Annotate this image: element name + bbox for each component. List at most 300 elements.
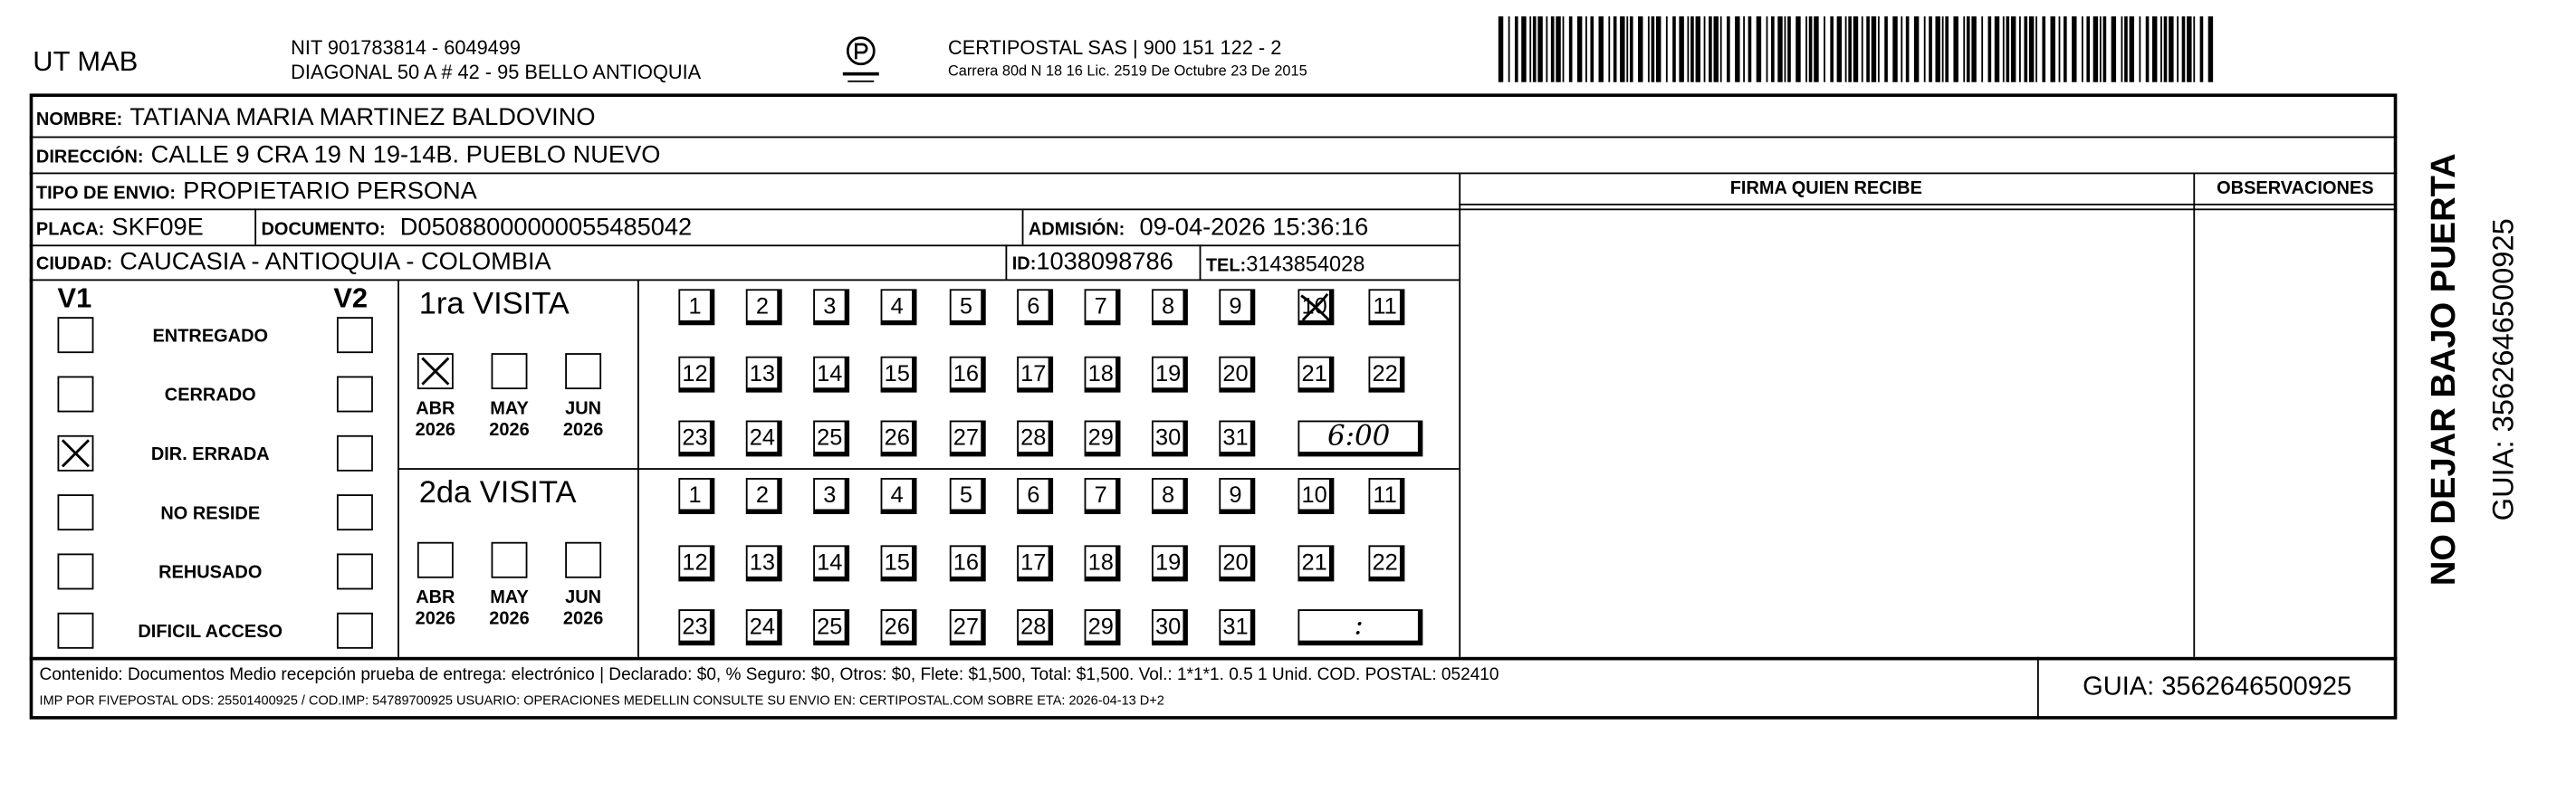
day-box[interactable] bbox=[1368, 545, 1404, 581]
placa-value: SKF09E bbox=[111, 213, 204, 242]
status-label: DIFICIL ACCESO bbox=[138, 622, 283, 643]
month-name: ABR bbox=[416, 587, 455, 608]
day-number: 2 bbox=[755, 481, 769, 508]
divider bbox=[254, 208, 256, 244]
day-box[interactable] bbox=[813, 421, 849, 457]
day-box[interactable] bbox=[950, 421, 986, 457]
day-number: 13 bbox=[749, 549, 776, 576]
barcode-bar bbox=[1848, 16, 1852, 82]
day-number: 3 bbox=[823, 291, 837, 320]
day-box[interactable] bbox=[678, 545, 714, 581]
day-box[interactable] bbox=[1298, 289, 1334, 325]
day-number: 3 bbox=[823, 481, 837, 508]
day-box[interactable] bbox=[1152, 421, 1188, 457]
day-box[interactable] bbox=[678, 478, 714, 514]
v2-checkbox[interactable] bbox=[337, 435, 373, 472]
day-number: 21 bbox=[1301, 549, 1327, 576]
barcode-bar bbox=[2182, 16, 2186, 82]
day-number: 1 bbox=[688, 291, 702, 320]
barcode-bar bbox=[2169, 16, 2173, 82]
barcode-bar bbox=[1748, 16, 1752, 82]
day-box[interactable] bbox=[881, 609, 917, 645]
day-box[interactable] bbox=[1152, 478, 1188, 514]
barcode-bar bbox=[1590, 16, 1594, 82]
id-field bbox=[1012, 248, 1173, 278]
barcode-bar bbox=[2093, 16, 2098, 82]
barcode-bar bbox=[2006, 16, 2010, 82]
day-number: 22 bbox=[1372, 359, 1398, 386]
barcode-bar bbox=[1995, 16, 1999, 82]
barcode-bar bbox=[1521, 16, 1526, 82]
barcode-bar bbox=[1537, 16, 1542, 82]
barcode-bar bbox=[1837, 16, 1842, 82]
barcode-bar bbox=[1630, 16, 1633, 82]
barcode-bar bbox=[1599, 16, 1604, 82]
day-number: 27 bbox=[953, 612, 980, 639]
barcode-bar bbox=[1796, 16, 1800, 82]
day-number: 21 bbox=[1301, 359, 1327, 386]
barcode-bar bbox=[2050, 16, 2054, 82]
day-number: 13 bbox=[749, 359, 776, 386]
barcode-bar bbox=[2164, 16, 2168, 82]
day-box[interactable] bbox=[1017, 545, 1053, 581]
day-box[interactable] bbox=[1017, 357, 1053, 393]
day-number: 19 bbox=[1154, 359, 1182, 386]
day-number: 7 bbox=[1094, 291, 1107, 320]
day-box[interactable] bbox=[813, 289, 849, 325]
day-number: 31 bbox=[1222, 612, 1249, 639]
barcode-bar bbox=[1648, 16, 1650, 82]
barcode-bar bbox=[1963, 16, 1965, 82]
day-number: 6 bbox=[1027, 291, 1040, 320]
day-box[interactable] bbox=[881, 357, 917, 393]
day-box[interactable] bbox=[1219, 478, 1255, 514]
day-number: 22 bbox=[1372, 549, 1398, 576]
month-year: 2026 bbox=[562, 420, 604, 441]
barcode-bar bbox=[2019, 16, 2021, 82]
barcode-bar bbox=[1884, 16, 1888, 82]
month-year: 2026 bbox=[562, 609, 604, 629]
day-box[interactable] bbox=[1085, 478, 1121, 514]
barcode-bar bbox=[2086, 16, 2090, 82]
day-box[interactable] bbox=[813, 609, 849, 645]
day-box[interactable] bbox=[1152, 545, 1188, 581]
month-year: 2026 bbox=[489, 609, 530, 629]
tel-field bbox=[1206, 252, 1365, 276]
day-box[interactable] bbox=[950, 609, 986, 645]
documento-value: D05088000000055485042 bbox=[399, 213, 693, 242]
barcode-bar bbox=[1935, 16, 1939, 82]
day-box[interactable] bbox=[1298, 478, 1334, 514]
barcode-bar bbox=[2160, 16, 2162, 82]
day-box[interactable] bbox=[1298, 545, 1334, 581]
day-box[interactable] bbox=[881, 421, 917, 457]
v2-checkbox[interactable] bbox=[337, 613, 373, 649]
documento-field bbox=[262, 214, 693, 243]
day-box[interactable] bbox=[1152, 357, 1188, 393]
barcode-bar bbox=[1787, 16, 1791, 82]
day-box[interactable] bbox=[1368, 289, 1404, 325]
day-box[interactable] bbox=[1085, 289, 1121, 325]
day-number: 8 bbox=[1162, 291, 1175, 320]
v1-checkbox[interactable] bbox=[58, 317, 94, 353]
day-box[interactable] bbox=[950, 545, 986, 581]
v2-label: V2 bbox=[333, 282, 369, 314]
day-number: 18 bbox=[1087, 549, 1114, 576]
divider bbox=[1459, 204, 2397, 205]
month-label bbox=[404, 588, 466, 631]
barcode-bar bbox=[1735, 16, 1739, 82]
day-number: 9 bbox=[1229, 481, 1242, 508]
barcode-bar bbox=[1853, 16, 1858, 82]
day-box[interactable] bbox=[950, 357, 986, 393]
day-box[interactable] bbox=[950, 478, 986, 514]
firma-header: FIRMA QUIEN RECIBE bbox=[1729, 178, 1922, 199]
divider bbox=[1022, 208, 1024, 244]
divider bbox=[30, 137, 2398, 138]
day-box[interactable] bbox=[1152, 609, 1188, 645]
barcode-bar bbox=[1945, 16, 1949, 82]
barcode-bar bbox=[1679, 16, 1683, 82]
barcode-bar bbox=[1672, 16, 1676, 82]
barcode-bar bbox=[1546, 16, 1547, 82]
month-name: MAY bbox=[490, 398, 529, 419]
ciudad-value: CAUCASIA - ANTIOQUIA - COLOMBIA bbox=[120, 247, 551, 276]
month-checkbox[interactable] bbox=[492, 353, 528, 389]
tipo-envio-label: TIPO DE ENVIO: bbox=[35, 184, 177, 204]
company-address: DIAGONAL 50 A # 42 - 95 BELLO ANTIOQUIA bbox=[291, 61, 702, 84]
month-name: MAY bbox=[490, 587, 529, 608]
day-number: 17 bbox=[1020, 549, 1047, 576]
day-number: 1 bbox=[688, 481, 702, 508]
day-box[interactable] bbox=[813, 545, 849, 581]
certipostal-logo bbox=[838, 33, 884, 89]
barcode-bar bbox=[1652, 16, 1655, 82]
footer-print-info: IMP POR FIVEPOSTAL ODS: 25501400925 / COD.IMP: 54789700925 USUARIO: OPERACIONES MEDELLIN CONSULTE SU ENVIO EN: CERTIPOSTAL.COM SOBRE ETA: 2026-04-13 D+2 bbox=[39, 692, 1164, 709]
day-number: 18 bbox=[1087, 359, 1114, 386]
month-label bbox=[552, 588, 615, 631]
footer-contents: Contenido: Documentos Medio recepción prueba de entrega: electrónico | Declarado: $0, % Seguro: $0, Otros: $0, Flete: $1,500, Total: $1,500. Vol.: 1*1*1. 0.5 1 Unid. COD. POSTAL: 052410 bbox=[39, 664, 1499, 685]
month-label bbox=[404, 399, 466, 442]
barcode-bar bbox=[1687, 16, 1689, 82]
barcode-bar bbox=[2024, 16, 2027, 82]
day-number: 5 bbox=[959, 481, 972, 508]
barcode-bar bbox=[1953, 16, 1958, 82]
month-name: ABR bbox=[416, 398, 455, 419]
day-number: 6 bbox=[1027, 481, 1040, 508]
day-number: 25 bbox=[817, 612, 843, 639]
barcode-bar bbox=[1771, 16, 1775, 82]
status-label: CERRADO bbox=[164, 386, 256, 406]
tel-label: TEL: bbox=[1205, 256, 1247, 276]
side-guia: GUIA: 3562646500925 bbox=[2486, 218, 2520, 521]
month-year: 2026 bbox=[415, 420, 456, 441]
day-number: 7 bbox=[1094, 481, 1107, 508]
day-number: 4 bbox=[890, 481, 904, 508]
day-number: 12 bbox=[682, 359, 708, 386]
day-box[interactable] bbox=[1085, 357, 1121, 393]
day-box[interactable] bbox=[813, 357, 849, 393]
day-box[interactable] bbox=[1085, 545, 1121, 581]
day-box[interactable] bbox=[881, 478, 917, 514]
day-number: 17 bbox=[1020, 359, 1047, 386]
nombre-field bbox=[36, 103, 596, 133]
day-number: 9 bbox=[1229, 291, 1242, 320]
month-year: 2026 bbox=[489, 420, 530, 441]
divider bbox=[397, 468, 1459, 470]
direccion-field bbox=[36, 141, 660, 171]
id-label: ID: bbox=[1011, 254, 1037, 275]
barcode-bar bbox=[1924, 16, 1926, 82]
barcode-bar bbox=[1967, 16, 1970, 82]
day-number: 11 bbox=[1373, 291, 1397, 320]
day-box[interactable] bbox=[746, 609, 782, 645]
barcode-bar bbox=[1845, 16, 1847, 82]
month-checkbox[interactable] bbox=[417, 353, 454, 389]
barcode-bar bbox=[2187, 16, 2191, 82]
day-number: 29 bbox=[1087, 424, 1114, 451]
divider bbox=[1005, 244, 1007, 279]
barcode-bar bbox=[1638, 16, 1642, 82]
barcode-bar bbox=[1872, 16, 1876, 82]
no-dejar-bajo-puerta: NO DEJAR BAJO PUERTA bbox=[2425, 153, 2463, 587]
month-label bbox=[478, 588, 541, 631]
barcode-bar bbox=[1805, 16, 1807, 82]
barcode-bar bbox=[2064, 16, 2067, 82]
barcode-bar bbox=[2035, 16, 2037, 82]
time-box[interactable]: 6:00 bbox=[1298, 421, 1422, 457]
barcode-bar bbox=[2082, 16, 2083, 82]
v1-checkbox[interactable] bbox=[58, 435, 94, 472]
tipo-envio-field bbox=[36, 177, 477, 207]
placa-label: PLACA: bbox=[35, 220, 105, 240]
month-name: JUN bbox=[565, 587, 602, 608]
day-number: 5 bbox=[959, 291, 972, 320]
ciudad-field bbox=[36, 248, 551, 278]
day-number: 4 bbox=[890, 291, 904, 320]
barcode-bar bbox=[1569, 16, 1573, 82]
day-number: 15 bbox=[884, 549, 910, 576]
barcode-bar bbox=[2152, 16, 2157, 82]
carrier-address: Carrera 80d N 18 16 Lic. 2519 De Octubre 23 De 2015 bbox=[947, 62, 1307, 80]
barcode-bar bbox=[1515, 16, 1518, 82]
barcode-bar bbox=[1714, 16, 1719, 82]
day-box[interactable] bbox=[881, 545, 917, 581]
day-number: 8 bbox=[1162, 481, 1175, 508]
day-box[interactable] bbox=[746, 545, 782, 581]
barcode-bar bbox=[1878, 16, 1880, 82]
day-box[interactable] bbox=[1017, 421, 1053, 457]
month-checkbox[interactable] bbox=[417, 542, 454, 578]
day-box[interactable] bbox=[678, 609, 714, 645]
barcode-bar bbox=[1809, 16, 1813, 82]
barcode-bar bbox=[2200, 16, 2204, 82]
day-box[interactable] bbox=[881, 289, 917, 325]
day-box[interactable] bbox=[1219, 609, 1255, 645]
month-checkbox[interactable] bbox=[565, 542, 601, 578]
day-number: 14 bbox=[817, 549, 843, 576]
barcode-bar bbox=[2029, 16, 2034, 82]
barcode-bar bbox=[1556, 16, 1560, 82]
barcode-bar bbox=[1814, 16, 1818, 82]
day-number: 20 bbox=[1222, 359, 1249, 386]
barcode bbox=[1499, 16, 2221, 82]
month-checkbox[interactable] bbox=[565, 353, 601, 389]
barcode-bar bbox=[1529, 16, 1531, 82]
barcode-bar bbox=[2193, 16, 2195, 82]
barcode-bar bbox=[1824, 16, 1825, 82]
day-number: 14 bbox=[817, 359, 843, 386]
tipo-envio-value: PROPIETARIO PERSONA bbox=[183, 177, 477, 205]
day-box[interactable] bbox=[1219, 357, 1255, 393]
day-number: 28 bbox=[1020, 424, 1047, 451]
day-number: 29 bbox=[1087, 612, 1114, 639]
day-number: 15 bbox=[884, 359, 910, 386]
month-label bbox=[478, 399, 541, 442]
divider bbox=[30, 208, 2398, 210]
barcode-bar bbox=[1988, 16, 1992, 82]
status-label: ENTREGADO bbox=[152, 327, 269, 347]
observaciones-header: OBSERVACIONES bbox=[2217, 178, 2374, 199]
barcode-bar bbox=[2130, 16, 2134, 82]
tel-value: 3143854028 bbox=[1246, 251, 1365, 276]
barcode-bar bbox=[1981, 16, 1983, 82]
divider bbox=[1459, 173, 1460, 657]
barcode-bar bbox=[1727, 16, 1730, 82]
day-box[interactable] bbox=[678, 421, 714, 457]
day-box[interactable] bbox=[1298, 357, 1334, 393]
barcode-bar bbox=[2146, 16, 2150, 82]
day-number: 24 bbox=[749, 612, 776, 639]
barcode-bar bbox=[2208, 16, 2213, 82]
barcode-bar bbox=[1696, 16, 1700, 82]
id-value: 1038098786 bbox=[1036, 247, 1173, 276]
day-number: 31 bbox=[1222, 424, 1249, 451]
month-checkbox[interactable] bbox=[492, 542, 528, 578]
v1-checkbox[interactable] bbox=[58, 377, 94, 413]
v2-checkbox[interactable] bbox=[337, 494, 373, 530]
admision-field bbox=[1029, 214, 1368, 243]
company-nit: NIT 901783814 - 6049499 bbox=[291, 35, 522, 60]
company-name: UT MAB bbox=[33, 45, 139, 78]
day-number: 20 bbox=[1222, 549, 1249, 576]
divider bbox=[2193, 173, 2195, 657]
barcode-bar bbox=[2072, 16, 2076, 82]
v1-checkbox[interactable] bbox=[58, 553, 94, 589]
barcode-bar bbox=[1614, 16, 1617, 82]
day-box[interactable] bbox=[1017, 609, 1053, 645]
day-number: 16 bbox=[953, 359, 980, 386]
day-box[interactable] bbox=[1085, 609, 1121, 645]
month-label bbox=[552, 399, 615, 442]
barcode-bar bbox=[1914, 16, 1919, 82]
day-number: 11 bbox=[1373, 481, 1397, 508]
ciudad-label: CIUDAD: bbox=[35, 254, 113, 275]
barcode-bar bbox=[2011, 16, 2016, 82]
divider bbox=[30, 279, 1460, 281]
day-box[interactable] bbox=[746, 478, 782, 514]
barcode-bar bbox=[1929, 16, 1932, 82]
day-box[interactable] bbox=[746, 421, 782, 457]
v2-checkbox[interactable] bbox=[337, 553, 373, 589]
v2-checkbox[interactable] bbox=[337, 317, 373, 353]
direccion-label: DIRECCIÓN: bbox=[35, 148, 144, 168]
barcode-bar bbox=[1620, 16, 1624, 82]
day-box[interactable] bbox=[746, 357, 782, 393]
visit-title: 2da VISITA bbox=[418, 476, 577, 511]
barcode-bar bbox=[2139, 16, 2140, 82]
barcode-bar bbox=[2103, 16, 2107, 82]
barcode-bar bbox=[1704, 16, 1706, 82]
day-box[interactable] bbox=[1219, 545, 1255, 581]
visit-title: 1ra VISITA bbox=[418, 287, 570, 322]
barcode-bar bbox=[2112, 16, 2116, 82]
barcode-bar bbox=[2124, 16, 2128, 82]
barcode-bar bbox=[1971, 16, 1976, 82]
day-number: 23 bbox=[682, 424, 708, 451]
day-box[interactable] bbox=[746, 289, 782, 325]
barcode-bar bbox=[1785, 16, 1786, 82]
barcode-bar bbox=[1508, 16, 1510, 82]
v2-checkbox[interactable] bbox=[337, 377, 373, 413]
day-number: 28 bbox=[1020, 612, 1047, 639]
time-box[interactable]: : bbox=[1298, 609, 1422, 645]
placa-field bbox=[36, 214, 204, 243]
day-box[interactable] bbox=[1368, 357, 1404, 393]
v1-checkbox[interactable] bbox=[58, 494, 94, 530]
barcode-bar bbox=[1563, 16, 1565, 82]
barcode-bar bbox=[1608, 16, 1610, 82]
barcode-bar bbox=[1862, 16, 1863, 82]
barcode-bar bbox=[2100, 16, 2102, 82]
barcode-bar bbox=[1690, 16, 1694, 82]
day-number: 30 bbox=[1154, 612, 1182, 639]
barcode-bar bbox=[1743, 16, 1745, 82]
barcode-bar bbox=[1626, 16, 1628, 82]
barcode-bar bbox=[1533, 16, 1537, 82]
day-box[interactable] bbox=[1368, 478, 1404, 514]
carrier-name: CERTIPOSTAL SAS | 900 151 122 - 2 bbox=[947, 35, 1282, 60]
barcode-bar bbox=[1901, 16, 1902, 82]
day-box[interactable] bbox=[813, 478, 849, 514]
barcode-bar bbox=[1666, 16, 1668, 82]
day-number: 26 bbox=[884, 424, 910, 451]
day-box[interactable] bbox=[1017, 478, 1053, 514]
barcode-bar bbox=[2059, 16, 2061, 82]
day-box[interactable] bbox=[1219, 289, 1255, 325]
day-box[interactable] bbox=[1152, 289, 1188, 325]
day-number: 12 bbox=[682, 549, 708, 576]
v1-checkbox[interactable] bbox=[58, 613, 94, 649]
day-number: 2 bbox=[755, 291, 769, 320]
barcode-bar bbox=[1757, 16, 1761, 82]
day-box[interactable] bbox=[678, 289, 714, 325]
barcode-bar bbox=[1656, 16, 1661, 82]
day-box[interactable] bbox=[1085, 421, 1121, 457]
day-number: 16 bbox=[953, 549, 980, 576]
day-box[interactable] bbox=[678, 357, 714, 393]
day-box[interactable] bbox=[1219, 421, 1255, 457]
certipostal-logo-icon bbox=[838, 33, 884, 89]
day-box[interactable] bbox=[950, 289, 986, 325]
barcode-bar bbox=[2177, 16, 2179, 82]
barcode-bar bbox=[1866, 16, 1870, 82]
day-box[interactable] bbox=[1017, 289, 1053, 325]
barcode-bar bbox=[1720, 16, 1722, 82]
barcode-bar bbox=[1577, 16, 1582, 82]
divider bbox=[1200, 244, 1202, 279]
direccion-value: CALLE 9 CRA 19 N 19-14B. PUEBLO NUEVO bbox=[150, 141, 661, 169]
